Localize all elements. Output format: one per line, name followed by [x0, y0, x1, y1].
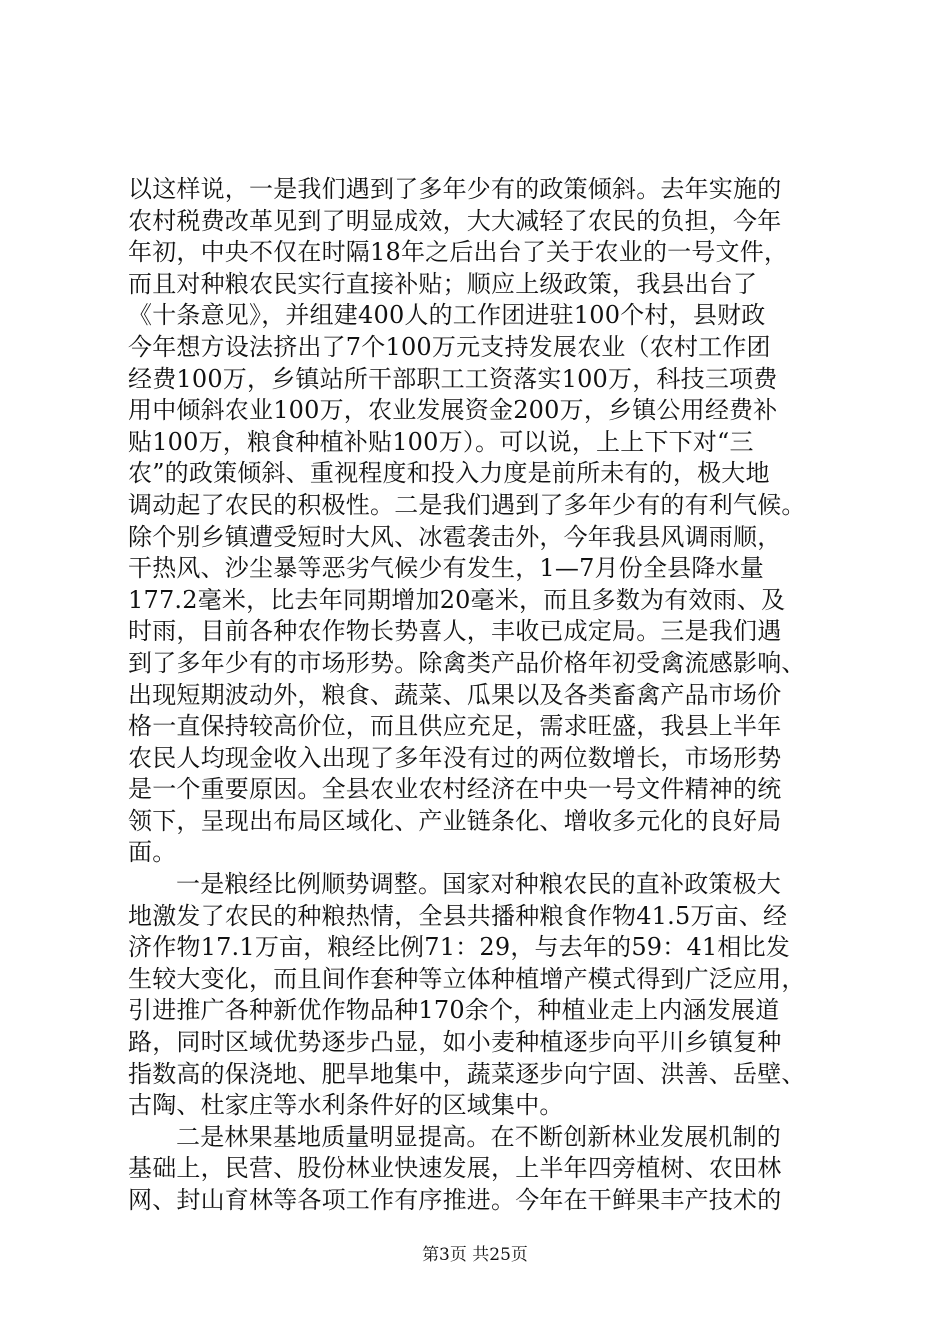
text-line: 引进推广各种新优作物品种170余个，种植业走上内涵发展道 [128, 996, 780, 1025]
text-line: 今年想方设法挤出了7个100万元支持发展农业（农村工作团 [128, 332, 771, 361]
text-line: 以这样说，一是我们遇到了多年少有的政策倾斜。去年实施的 [128, 175, 782, 203]
paragraph-start-line: 二是林果基地质量明显提高。在不断创新林业发展机制的 [176, 1122, 781, 1151]
text-line: 是一个重要原因。全县农业农村经济在中央一号文件精神的统 [128, 775, 782, 804]
text-line: 出现短期波动外，粮食、蔬菜、瓜果以及各类畜禽产品市场价 [128, 680, 782, 709]
document-body [128, 174, 828, 1217]
text-line: 生较大变化，而且间作套种等立体种植增产模式得到广泛应用， [128, 964, 806, 993]
text-line: 地激发了农民的种粮热情，全县共播种粮食作物41.5万亩、经 [128, 901, 788, 930]
text-line: 到了多年少有的市场形势。除禽类产品价格年初受禽流感影响、 [128, 648, 806, 677]
text-line: 年初，中央不仅在时隔18年之后出台了关于农业的一号文件， [128, 238, 789, 267]
text-line: 网、封山育林等各项工作有序推进。今年在干鲜果丰产技术的 [128, 1186, 782, 1214]
text-line: 农”的政策倾斜、重视程度和投入力度是前所未有的，极大地 [128, 459, 770, 488]
text-line: 农民人均现金收入出现了多年没有过的两位数增长，市场形势 [128, 743, 782, 772]
text-line: 指数高的保浇地、肥旱地集中，蔬菜逐步向宁固、洪善、岳壁、 [128, 1059, 806, 1088]
text-line: 调动起了农民的积极性。二是我们遇到了多年少有的有利气候。 [128, 490, 806, 519]
page-number-footer: 第3页 共25页 [422, 1245, 528, 1265]
text-line: 古陶、杜家庄等水利条件好的区域集中。 [128, 1091, 564, 1120]
text-line: 领下，呈现出布局区域化、产业链条化、增收多元化的良好局 [128, 806, 782, 835]
text-line: 贴100万，粮食种植补贴100万）。可以说，上上下下对“三 [128, 427, 754, 456]
text-line: 农村税费改革见到了明显成效，大大减轻了农民的负担，今年 [128, 206, 782, 235]
text-line: 用中倾斜农业100万，农业发展资金200万，乡镇公用经费补 [128, 396, 778, 425]
text-line: 格一直保持较高价位，而且供应充足，需求旺盛，我县上半年 [128, 712, 782, 741]
text-line: 时雨，目前各种农作物长势喜人，丰收已成定局。三是我们遇 [128, 617, 782, 646]
text-line: 面。 [128, 838, 177, 867]
text-line: 路，同时区域优势逐步凸显，如小麦种植逐步向平川乡镇复种 [128, 1028, 782, 1057]
text-line: 除个别乡镇遭受短时大风、冰雹袭击外，今年我县风调雨顺， [128, 522, 782, 551]
text-line: 济作物17.1万亩，粮经比例71：29，与去年的59：41相比发 [128, 933, 790, 962]
text-line: 经费100万，乡镇站所干部职工工资落实100万，科技三项费 [128, 364, 778, 393]
text-line: 《十条意见》，并组建400人的工作团进驻100个村，县财政 [128, 301, 766, 330]
text-line: 干热风、沙尘暴等恶劣气候少有发生，1—7月份全县降水量 [128, 554, 764, 583]
paragraph-start-line: 一是粮经比例顺势调整。国家对种粮农民的直补政策极大 [176, 870, 781, 899]
text-line: 177.2毫米，比去年同期增加20毫米，而且多数为有效雨、及 [128, 585, 786, 614]
text-line: 基础上，民营、股份林业快速发展，上半年四旁植树、农田林 [128, 1154, 782, 1183]
text-line: 而且对种粮农民实行直接补贴；顺应上级政策，我县出台了 [128, 269, 758, 298]
